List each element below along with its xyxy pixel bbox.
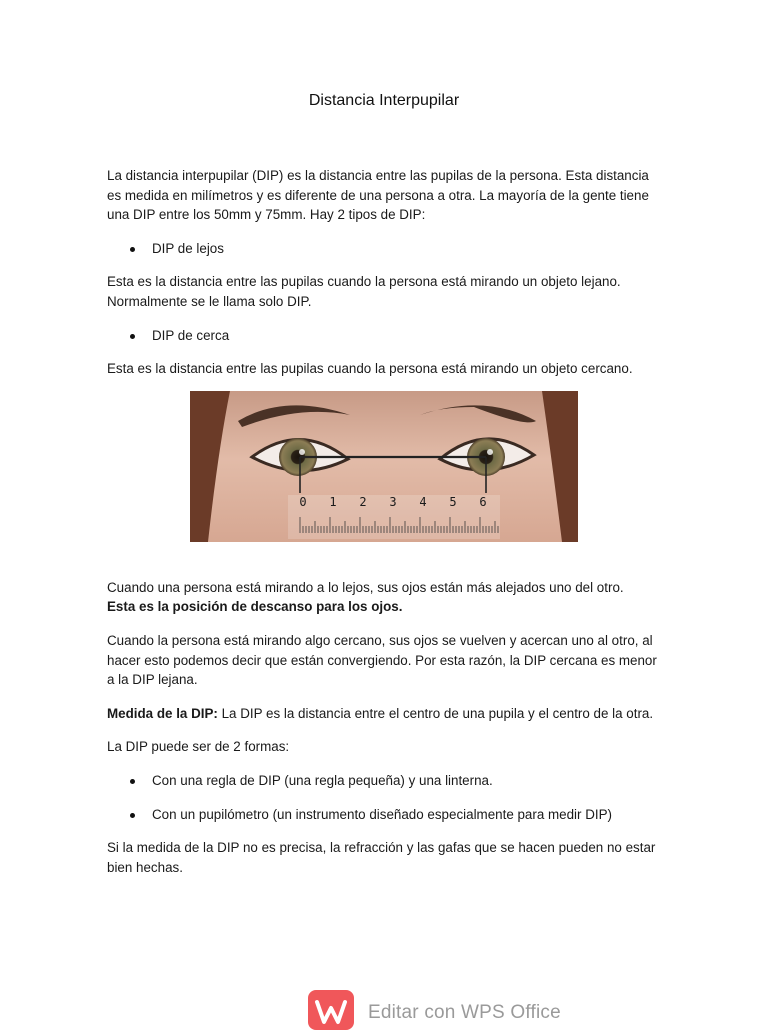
- near-paragraph: Esta es la distancia entre las pupilas cuando la persona está mirando un objeto cercano.: [107, 361, 633, 377]
- far-paragraph: Esta es la distancia entre las pupilas cuando la persona está mirando un objeto lejano. Normalmente se le llama solo DIP.: [107, 274, 621, 309]
- measure-label: Medida de la DIP:: [107, 705, 218, 721]
- measure-text: La DIP es la distancia entre el centro de una pupila y el centro de la otra.: [217, 705, 654, 721]
- converge-paragraph: Cuando la persona está mirando algo cercano, sus ojos se vuelven y acercan uno al otro, al hacer esto podemos decir que están convergiendo. Por esta razón, la DIP cercana es menor a la DIP lejana.: [107, 632, 657, 688]
- bullet-near-label: DIP de cerca: [152, 327, 230, 343]
- wps-edit-label[interactable]: Editar con WPS Office: [368, 1002, 561, 1023]
- wps-edit-banner[interactable]: [308, 990, 608, 1030]
- rest-emphasis: Esta es la posición de descanso para los ojos.: [107, 599, 403, 615]
- form-item-pupilometer: [107, 805, 663, 825]
- ruler-label: 2: [359, 494, 367, 509]
- bullet-far: [107, 239, 663, 259]
- ruler-label: 0: [299, 494, 307, 509]
- form-item-ruler: [107, 771, 663, 791]
- eyes-ruler-figure: [190, 391, 578, 542]
- wps-logo-icon: [308, 990, 354, 1030]
- closing-paragraph: Si la medida de la DIP no es precisa, la refracción y las gafas que se hacen pueden no estar bien hechas.: [107, 840, 656, 875]
- bullet-near: [107, 326, 663, 346]
- ruler-label: 4: [419, 494, 427, 509]
- ruler-label: 5: [449, 494, 457, 509]
- measure-paragraph: [107, 704, 663, 724]
- bullet-far-label: DIP de lejos: [152, 240, 224, 256]
- document-body: [107, 166, 663, 891]
- forms-intro: La DIP puede ser de 2 formas:: [107, 739, 290, 755]
- rest-paragraph: [107, 578, 663, 617]
- intro-paragraph: La distancia interpupilar (DIP) es la distancia entre las pupilas de la persona. Esta distancia es medida en milímetros y es diferente de una persona a otra. La mayoría de la gente tiene una DIP entre los 50mm y 75mm. Hay 2 tipos de DIP:: [107, 168, 649, 223]
- ruler-label: 6: [479, 494, 487, 509]
- ruler-label: 3: [389, 494, 397, 509]
- form-item-ruler-label: Con una regla de DIP (una regla pequeña) y una linterna.: [152, 772, 493, 788]
- document-title: Distancia Interpupilar: [308, 92, 460, 109]
- ruler-label: 1: [329, 494, 337, 509]
- form-item-pupilometer-label: Con un pupilómetro (un instrumento diseñado especialmente para medir DIP): [152, 806, 612, 822]
- rest-text: Cuando una persona está mirando a lo lejos, sus ojos están más alejados uno del otro.: [107, 579, 624, 595]
